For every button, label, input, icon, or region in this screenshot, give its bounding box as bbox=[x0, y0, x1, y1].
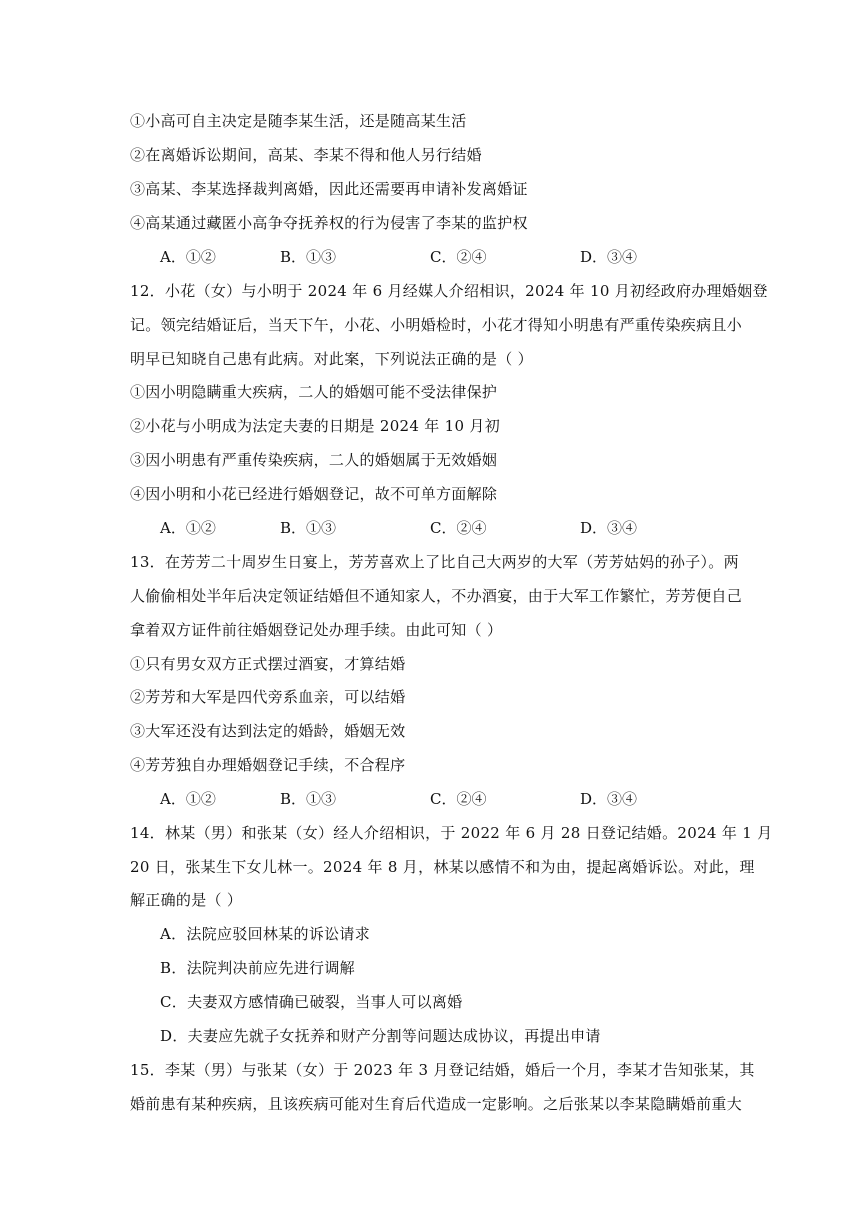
q14-option-c[interactable]: C．夫妻双方感情确已破裂，当事人可以离婚 bbox=[160, 993, 463, 1011]
q11-statement-3: ③高某、李某选择裁判离婚，因此还需要再申请补发离婚证 bbox=[130, 180, 528, 198]
q12-option-a[interactable]: A．①② bbox=[160, 519, 216, 537]
q15-stem-line-1: 15．李某（男）与张某（女）于 2023 年 3 月登记结婚，婚后一个月，李某才告知张某，其 bbox=[130, 1061, 755, 1079]
q14-option-a[interactable]: A．法院应驳回林某的诉讼请求 bbox=[160, 925, 371, 943]
q12-stem-line-2: 记。领完结婚证后，当天下午，小花、小明婚检时，小花才得知小明患有严重传染疾病且小 bbox=[130, 316, 743, 334]
q12-stem-line-1: 12．小花（女）与小明于 2024 年 6 月经媒人介绍相识，2024 年 10 月初经政府办理婚姻登 bbox=[130, 282, 768, 300]
q15-stem-line-2: 婚前患有某种疾病，且该疾病可能对生育后代造成一定影响。之后张某以李某隐瞒婚前重大 bbox=[130, 1095, 743, 1113]
q14-stem-line-1: 14．林某（男）和张某（女）经人介绍相识，于 2022 年 6 月 28 日登记结婚。2024 年 1 月 bbox=[130, 824, 773, 842]
q12-option-d[interactable]: D．③④ bbox=[580, 519, 638, 537]
q14-stem-line-2: 20 日，张某生下女儿林一。2024 年 8 月，林某以感情不和为由，提起离婚诉讼。对此，理 bbox=[130, 858, 755, 876]
q14-option-d[interactable]: D．夫妻应先就子女抚养和财产分割等问题达成协议，再提出申请 bbox=[160, 1027, 601, 1045]
q11-option-c[interactable]: C．②④ bbox=[430, 248, 487, 266]
q11-option-d[interactable]: D．③④ bbox=[580, 248, 638, 266]
q13-statement-2: ②芳芳和大军是四代旁系血亲，可以结婚 bbox=[130, 688, 406, 706]
q11-statement-2: ②在离婚诉讼期间，高某、李某不得和他人另行结婚 bbox=[130, 146, 482, 164]
q12-option-b[interactable]: B．①③ bbox=[280, 519, 337, 537]
q13-option-a[interactable]: A．①② bbox=[160, 790, 216, 808]
q14-stem-line-3: 解正确的是（ ） bbox=[130, 891, 243, 909]
q13-option-d[interactable]: D．③④ bbox=[580, 790, 638, 808]
q13-statement-3: ③大军还没有达到法定的婚龄，婚姻无效 bbox=[130, 722, 406, 740]
q12-statement-1: ①因小明隐瞒重大疾病，二人的婚姻可能不受法律保护 bbox=[130, 383, 498, 401]
q12-stem-line-3: 明早已知晓自己患有此病。对此案，下列说法正确的是（ ） bbox=[130, 350, 533, 368]
q11-option-a[interactable]: A．①② bbox=[160, 248, 216, 266]
q13-option-b[interactable]: B．①③ bbox=[280, 790, 337, 808]
q13-statement-4: ④芳芳独自办理婚姻登记手续，不合程序 bbox=[130, 756, 406, 774]
q14-option-b[interactable]: B．法院判决前应先进行调解 bbox=[160, 959, 355, 977]
q12-statement-3: ③因小明患有严重传染疾病，二人的婚姻属于无效婚姻 bbox=[130, 451, 498, 469]
q13-stem-line-2: 人偷偷相处半年后决定领证结婚但不通知家人，不办酒宴，由于大军工作繁忙，芳芳便自己 bbox=[130, 587, 743, 605]
q13-stem-line-1: 13．在芳芳二十周岁生日宴上，芳芳喜欢上了比自己大两岁的大军（芳芳姑妈的孙子）。两 bbox=[130, 553, 739, 571]
q12-option-c[interactable]: C．②④ bbox=[430, 519, 487, 537]
q11-statement-1: ①小高可自主决定是随李某生活，还是随高某生活 bbox=[130, 112, 467, 130]
q13-statement-1: ①只有男女双方正式摆过酒宴，才算结婚 bbox=[130, 655, 406, 673]
q13-option-c[interactable]: C．②④ bbox=[430, 790, 487, 808]
q11-option-b[interactable]: B．①③ bbox=[280, 248, 337, 266]
q11-statement-4: ④高某通过藏匿小高争夺抚养权的行为侵害了李某的监护权 bbox=[130, 214, 528, 232]
q12-statement-2: ②小花与小明成为法定夫妻的日期是 2024 年 10 月初 bbox=[130, 417, 501, 435]
q13-stem-line-3: 拿着双方证件前往婚姻登记处办理手续。由此可知（ ） bbox=[130, 621, 503, 639]
q12-statement-4: ④因小明和小花已经进行婚姻登记，故不可单方面解除 bbox=[130, 485, 498, 503]
